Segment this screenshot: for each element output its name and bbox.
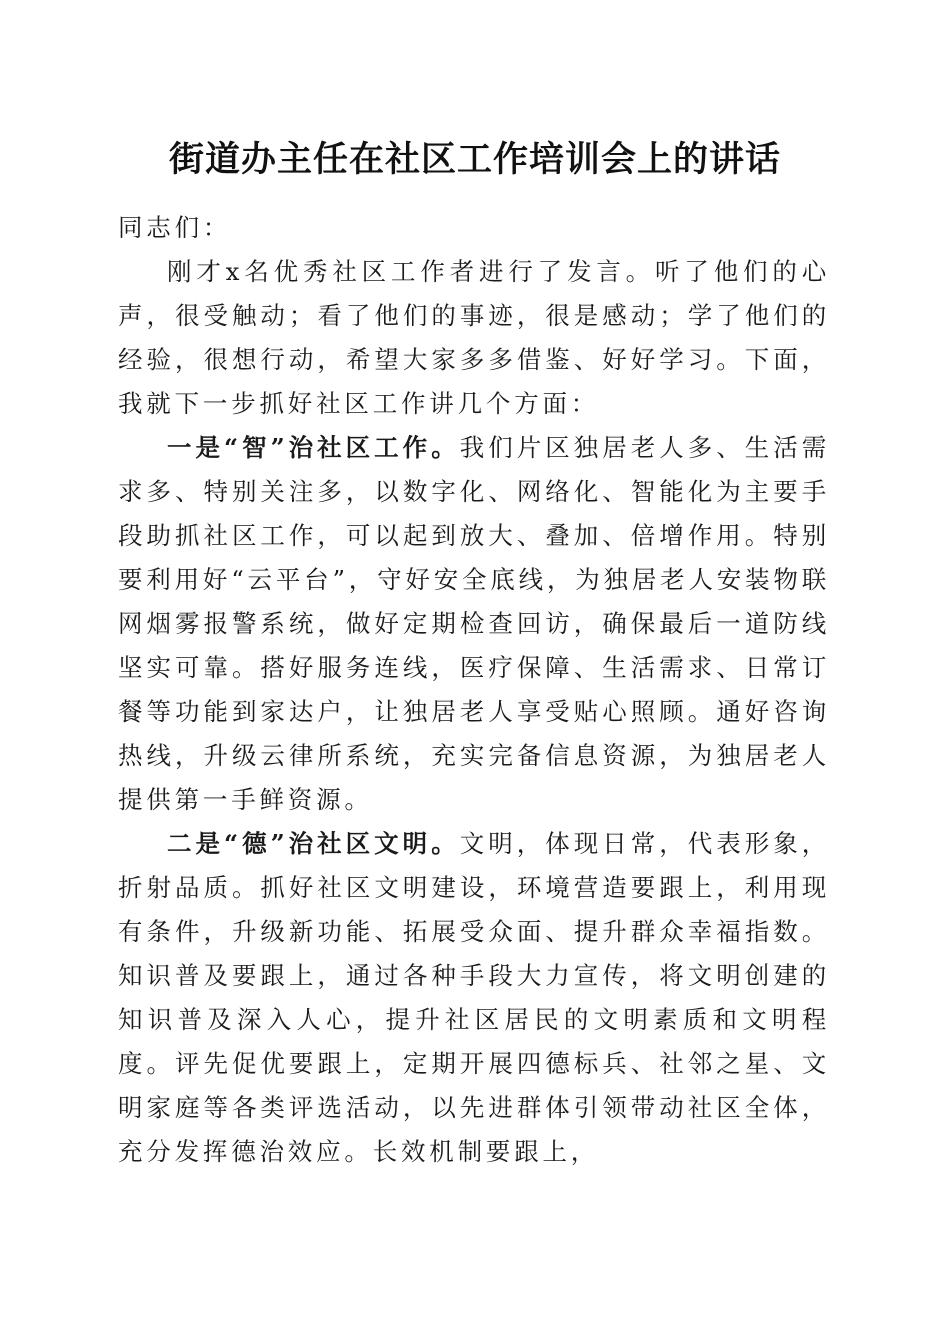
section-paragraph-2: [118, 822, 830, 1174]
section-heading-2: 二是“德”治社区文明。: [167, 829, 460, 858]
section-heading-1: 一是“智”治社区工作。: [167, 433, 460, 462]
section-text-2: 文明，体现日常，代表形象，折射品质。抓好社区文明建设，环境营造要跟上，利用现有条件，升级新功能、拓展受众面、提升群众幸福指数。知识普及要跟上，通过各种手段大力宣传，将文明创建的知识普及深入人心，提升社区居民的文明素质和文明程度。评先促优要跟上，定期开展四德标兵、社邻之星、文明家庭等各类评选活动，以先进群体引领带动社区全体，充分发挥德治效应。长效机制要跟上，: [118, 829, 831, 1166]
document-title: 街道办主任在社区工作培训会上的讲话: [168, 139, 781, 180]
section-text-1: 我们片区独居老人多、生活需求多、特别关注多，以数字化、网络化、智能化为主要手段助抓社区工作，可以起到放大、叠加、倍增作用。特别要利用好“云平台”，守好安全底线，为独居老人安装物联网烟雾报警系统，做好定期检查回访，确保最后一道防线坚实可靠。搭好服务连线，医疗保障、生活需求、日常订餐等功能到家达户，让独居老人享受贴心照顾。通好咨询热线，升级云律所系统，充实完备信息资源，为独居老人提供第一手鲜资源。: [118, 433, 831, 814]
document-body: [118, 206, 830, 1174]
section-paragraph-1: [118, 426, 830, 822]
intro-paragraph: 刚才x名优秀社区工作者进行了发言。听了他们的心声，很受触动；看了他们的事迹，很是感动；学了他们的经验，很想行动，希望大家多多借鉴、好好学习。下面，我就下一步抓好社区工作讲几个方面：: [118, 257, 830, 418]
salutation: 同志们：: [118, 213, 232, 242]
